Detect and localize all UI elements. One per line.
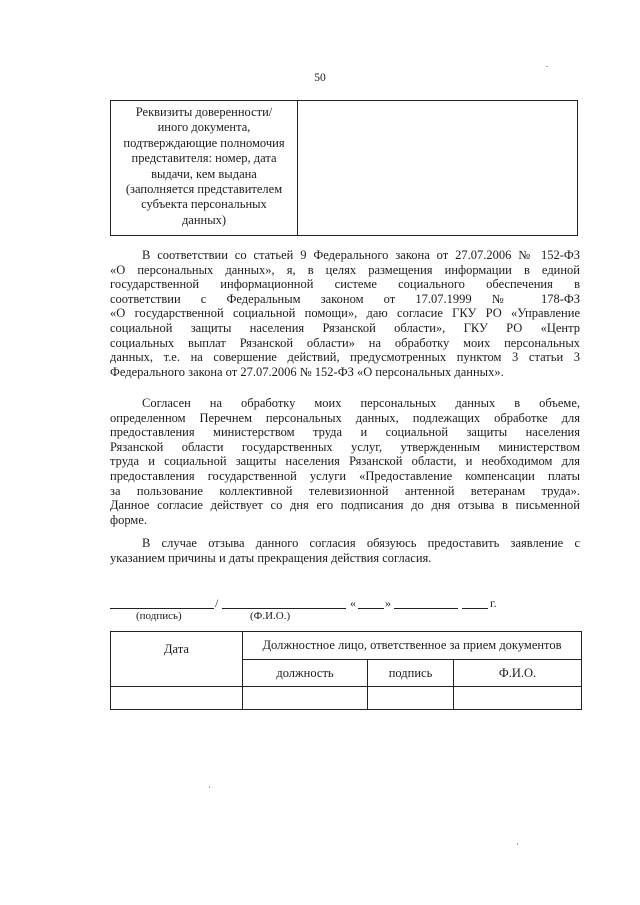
signature-cell[interactable] [368, 687, 454, 710]
label-line: данных) [181, 212, 227, 227]
year-suffix: г. [490, 596, 497, 610]
full-name-header: Ф.И.О. [454, 660, 582, 687]
page-number: 50 [314, 72, 326, 84]
slash-separator: / [215, 596, 219, 610]
paragraph-line: Федерального закона от 27.07.2006 № 152-ФЗ «О персональных данных». [110, 364, 504, 379]
paragraph-line: социальной защиты населения Рязанской области», ГКУ РО «Центр [110, 320, 580, 335]
paragraph-line: определенном Перечнем персональных данных, подлежащих обработке для [110, 410, 580, 425]
signature-field[interactable] [110, 596, 214, 609]
label-line: Реквизиты доверенности/ [135, 105, 273, 119]
paragraph-line: предоставления министерством труда и социальной защиты населения [110, 425, 580, 440]
signature-caption: (подпись) [136, 610, 182, 622]
consent-paragraph-1 [110, 248, 580, 379]
paragraph-line: Согласен на обработку моих персональных данных в объеме, [142, 396, 580, 410]
quote-close: » [385, 596, 391, 610]
label-line: субъекта персональных [141, 197, 267, 212]
representative-details-table [110, 100, 578, 236]
paragraph-line: В соответствии со статьей 9 Федерального закона от 27.07.2006 № 152-ФЗ [142, 248, 580, 262]
label-line: выдачи, кем выдана [151, 166, 257, 181]
day-field[interactable] [358, 596, 384, 609]
paragraph-line: Рязанской области государственных услуг, утвержденным министерством [110, 439, 580, 454]
scan-speck [517, 843, 518, 845]
document-acceptance-table [110, 631, 582, 710]
paragraph-line: «О государственной социальной помощи», даю согласие ГКУ РО «Управление [110, 306, 580, 321]
scan-speck [209, 786, 210, 788]
paragraph-line: государственной информационной системе социального обеспечения в [110, 277, 580, 292]
label-line: представителя: номер, дата [131, 151, 277, 166]
signature-header: подпись [368, 660, 454, 687]
year-field[interactable] [462, 596, 488, 609]
quote-open: « [350, 596, 356, 610]
paragraph-line: Данное согласие действует со дня его подписания до дня отзыва в письменной [110, 498, 580, 513]
consent-paragraph-2 [110, 396, 580, 527]
full-name-caption: (Ф.И.О.) [250, 610, 291, 622]
paragraph-line: соответствии с Федеральным законом от 17.07.1999 № 178-ФЗ [110, 291, 580, 306]
paragraph-line: за пользование коллективной телевизионной антенной ветеранам труда». [110, 483, 580, 498]
paragraph-line: указанием причины и даты прекращения действия согласия. [110, 550, 432, 565]
position-header: должность [243, 660, 368, 687]
scan-speck [546, 66, 548, 67]
position-cell[interactable] [243, 687, 368, 710]
full-name-field[interactable] [222, 596, 346, 609]
representative-details-label [111, 101, 298, 236]
date-header: Дата [111, 632, 243, 687]
paragraph-line: В случае отзыва данного согласия обязуюсь предоставить заявление с [142, 536, 580, 550]
paragraph-line: данных, т.е. на совершение действий, предусмотренных пунктом 3 статьи 3 [110, 350, 580, 365]
label-line: (заполняется представителем [125, 182, 283, 197]
label-line: иного документа, [157, 120, 251, 135]
full-name-cell[interactable] [454, 687, 582, 710]
paragraph-line: социальных выплат Рязанской области» на обработку моих персональных [110, 335, 580, 350]
representative-details-value[interactable] [298, 101, 578, 236]
paragraph-line: «О персональных данных», я, в целях размещения информации в единой [110, 262, 580, 277]
official-header: Должностное лицо, ответственное за прием документов [243, 632, 582, 660]
paragraph-line: предоставления государственной услуги «Предоставление компенсации платы [110, 468, 580, 483]
month-field[interactable] [394, 596, 458, 609]
paragraph-line: форме. [110, 512, 147, 527]
paragraph-line: труда и социальной защиты населения Рязанской области, и необходимом для [110, 454, 580, 469]
label-line: подтверждающие полномочия [123, 135, 285, 150]
date-cell[interactable] [111, 687, 243, 710]
consent-paragraph-3 [110, 536, 580, 565]
